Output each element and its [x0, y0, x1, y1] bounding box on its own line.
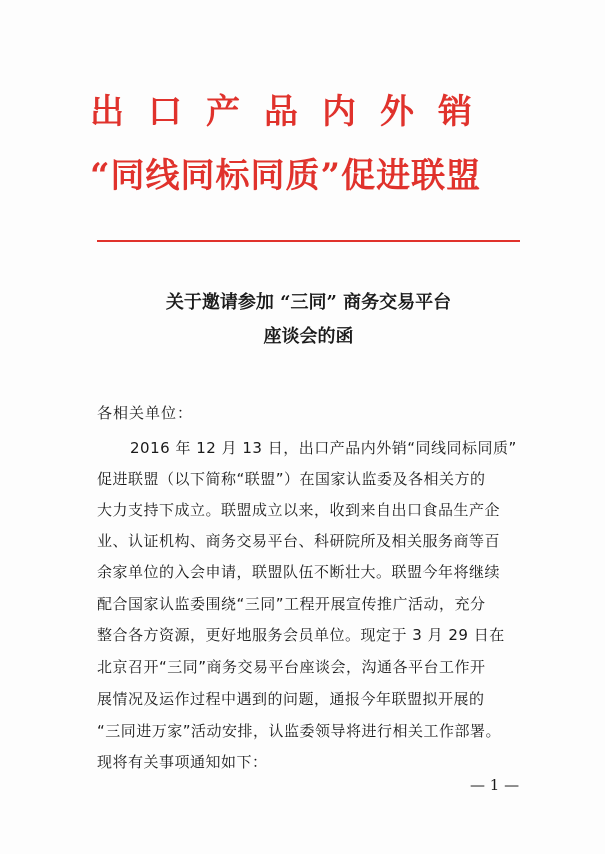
body-line-11: 现将有关事项通知如下：	[97, 753, 268, 771]
body-line-10: “三同进万家”活动安排，认监委领导将进行相关工作部署。	[97, 722, 502, 740]
org-name-line-1: 出口产品内外销	[90, 92, 496, 132]
body-line-7: 整合各方资源，更好地服务会员单位。现定于 3 月 29 日在	[97, 626, 505, 644]
body-line-1: 2016 年 12 月 13 日，出口产品内外销“同线同标同质”	[130, 439, 517, 457]
org-name-line-2: “同线同标同质”促进联盟	[90, 156, 482, 196]
body-line-6: 配合国家认监委围绕“三同”工程开展宣传推广活动，充分	[97, 595, 486, 613]
body-line-3: 大力支持下成立。联盟成立以来，收到来自出口食品生产企	[97, 501, 501, 519]
body-line-2: 促进联盟（以下简称“联盟”）在国家认监委及各相关方的	[97, 470, 486, 488]
page-number: — 1 —	[470, 776, 520, 794]
header-divider	[97, 240, 520, 242]
salutation: 各相关单位：	[97, 404, 194, 422]
body-line-5: 余家单位的入会申请，联盟队伍不断壮大。联盟今年将继续	[97, 563, 501, 581]
body-line-8: 北京召开“三同”商务交易平台座谈会，沟通各平台工作开	[97, 658, 486, 676]
document-title-line-1: 关于邀请参加 “三同” 商务交易平台	[165, 292, 452, 313]
body-line-4: 业、认证机构、商务交易平台、科研院所及相关服务商等百	[97, 532, 501, 550]
body-line-9: 展情况及运作过程中遇到的问题，通报今年联盟拟开展的	[97, 690, 485, 708]
document-title-line-2: 座谈会的函	[263, 326, 354, 347]
